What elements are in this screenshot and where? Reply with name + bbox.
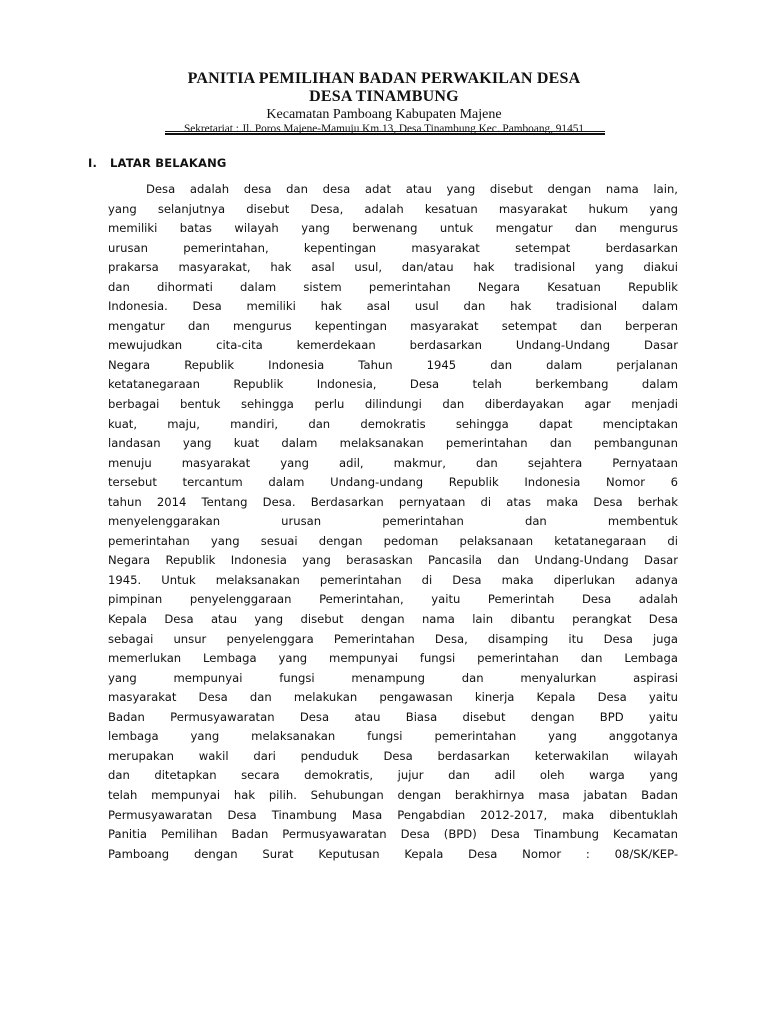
letterhead (0, 70, 768, 136)
letterhead-divider-thick (165, 133, 605, 135)
paragraph-line: pemerintahan yang sesuai dengan pedoman pelaksanaan ketatanegaraan di (108, 533, 678, 548)
paragraph-line: lembaga yang melaksanakan fungsi pemerintahan yang anggotanya (108, 729, 678, 744)
paragraph-line: memerlukan Lembaga yang mempunyai fungsi pemerintahan dan Lembaga (108, 651, 678, 666)
paragraph-line: ketatanegaraan Republik Indonesia, Desa telah berkembang dalam (108, 377, 678, 392)
letterhead-title: PANITIA PEMILIHAN BADAN PERWAKILAN DESA (187, 70, 581, 87)
paragraph-line: landasan yang kuat dalam melaksanakan pemerintahan dan pembangunan (108, 436, 678, 451)
paragraph-line: Desa adalah desa dan desa adat atau yang disebut dengan nama lain, (146, 182, 678, 196)
paragraph-line: Pamboang dengan Surat Keputusan Kepala Desa Nomor : 08/SK/KEP- (108, 846, 678, 861)
paragraph-line: Kepala Desa atau yang disebut dengan nama lain dibantu perangkat Desa (108, 612, 678, 627)
section-title: LATAR BELAKANG (110, 156, 227, 170)
paragraph-line: Negara Republik Indonesia yang berasaskan Pancasila dan Undang-Undang Dasar (108, 553, 678, 568)
letterhead-address: Sekretariat : Jl. Poros Majene-Mamuju Km.13, Desa Tinambung Kec. Pamboang, 91451 (183, 123, 585, 135)
paragraph-line: memiliki batas wilayah yang berwenang untuk mengatur dan mengurus (108, 221, 678, 236)
letterhead-divider-thin (165, 131, 605, 132)
body-paragraph (108, 180, 678, 864)
paragraph-line: urusan pemerintahan, kepentingan masyarakat setempat berdasarkan (108, 240, 678, 255)
section-number: I. (88, 156, 98, 170)
paragraph-line: Panitia Pemilihan Badan Permusyawaratan Desa (BPD) Desa Tinambung Kecamatan (108, 827, 678, 842)
paragraph-line: merupakan wakil dari penduduk Desa berdasarkan keterwakilan wilayah (108, 748, 678, 763)
paragraph-line: berbagai bentuk sehingga perlu dilindungi dan diberdayakan agar menjadi (108, 397, 678, 412)
paragraph-line: yang mempunyai fungsi menampung dan menyalurkan aspirasi (108, 670, 678, 685)
paragraph-line: pimpinan penyelenggaraan Pemerintahan, yaitu Pemerintah Desa adalah (108, 592, 678, 607)
paragraph-line: mewujudkan cita-cita kemerdekaan berdasarkan Undang-Undang Dasar (108, 338, 678, 353)
paragraph-line: yang selanjutnya disebut Desa, adalah kesatuan masyarakat hukum yang (108, 201, 678, 216)
paragraph-line: Badan Permusyawaratan Desa atau Biasa disebut dengan BPD yaitu (108, 709, 678, 724)
paragraph-line: telah mempunyai hak pilih. Sehubungan dengan berakhirnya masa jabatan Badan (108, 787, 678, 802)
paragraph-line: Indonesia. Desa memiliki hak asal usul dan hak tradisional dalam (108, 299, 678, 314)
paragraph-line: Permusyawaratan Desa Tinambung Masa Pengabdian 2012-2017, maka dibentuklah (108, 807, 678, 822)
paragraph-line: kuat, maju, mandiri, dan demokratis sehingga dapat menciptakan (108, 416, 678, 431)
letterhead-title-village: DESA TINAMBUNG (309, 88, 459, 105)
paragraph-line: prakarsa masyarakat, hak asal usul, dan/atau hak tradisional yang diakui (108, 260, 678, 275)
paragraph-line: tersebut tercantum dalam Undang-undang Republik Indonesia Nomor 6 (108, 475, 678, 490)
paragraph-line: mengatur dan mengurus kepentingan masyarakat setempat dan berperan (108, 318, 678, 333)
paragraph-line: tahun 2014 Tentang Desa. Berdasarkan pernyataan di atas maka Desa berhak (108, 494, 678, 509)
paragraph-line: dan dihormati dalam sistem pemerintahan Negara Kesatuan Republik (108, 279, 678, 294)
paragraph-line: menyelenggarakan urusan pemerintahan dan membentuk (108, 514, 678, 529)
paragraph-line: 1945. Untuk melaksanakan pemerintahan di Desa maka diperlukan adanya (108, 572, 678, 587)
section-heading (88, 156, 227, 170)
paragraph-line: sebagai unsur penyelenggara Pemerintahan Desa, disamping itu Desa juga (108, 631, 678, 646)
letterhead-subtitle: Kecamatan Pamboang Kabupaten Majene (266, 107, 502, 122)
paragraph-line: dan ditetapkan secara demokratis, jujur dan adil oleh warga yang (108, 768, 678, 783)
paragraph-line: menuju masyarakat yang adil, makmur, dan sejahtera Pernyataan (108, 455, 678, 470)
paragraph-line: Negara Republik Indonesia Tahun 1945 dan dalam perjalanan (108, 357, 678, 372)
paragraph-line: masyarakat Desa dan melakukan pengawasan kinerja Kepala Desa yaitu (108, 690, 678, 705)
